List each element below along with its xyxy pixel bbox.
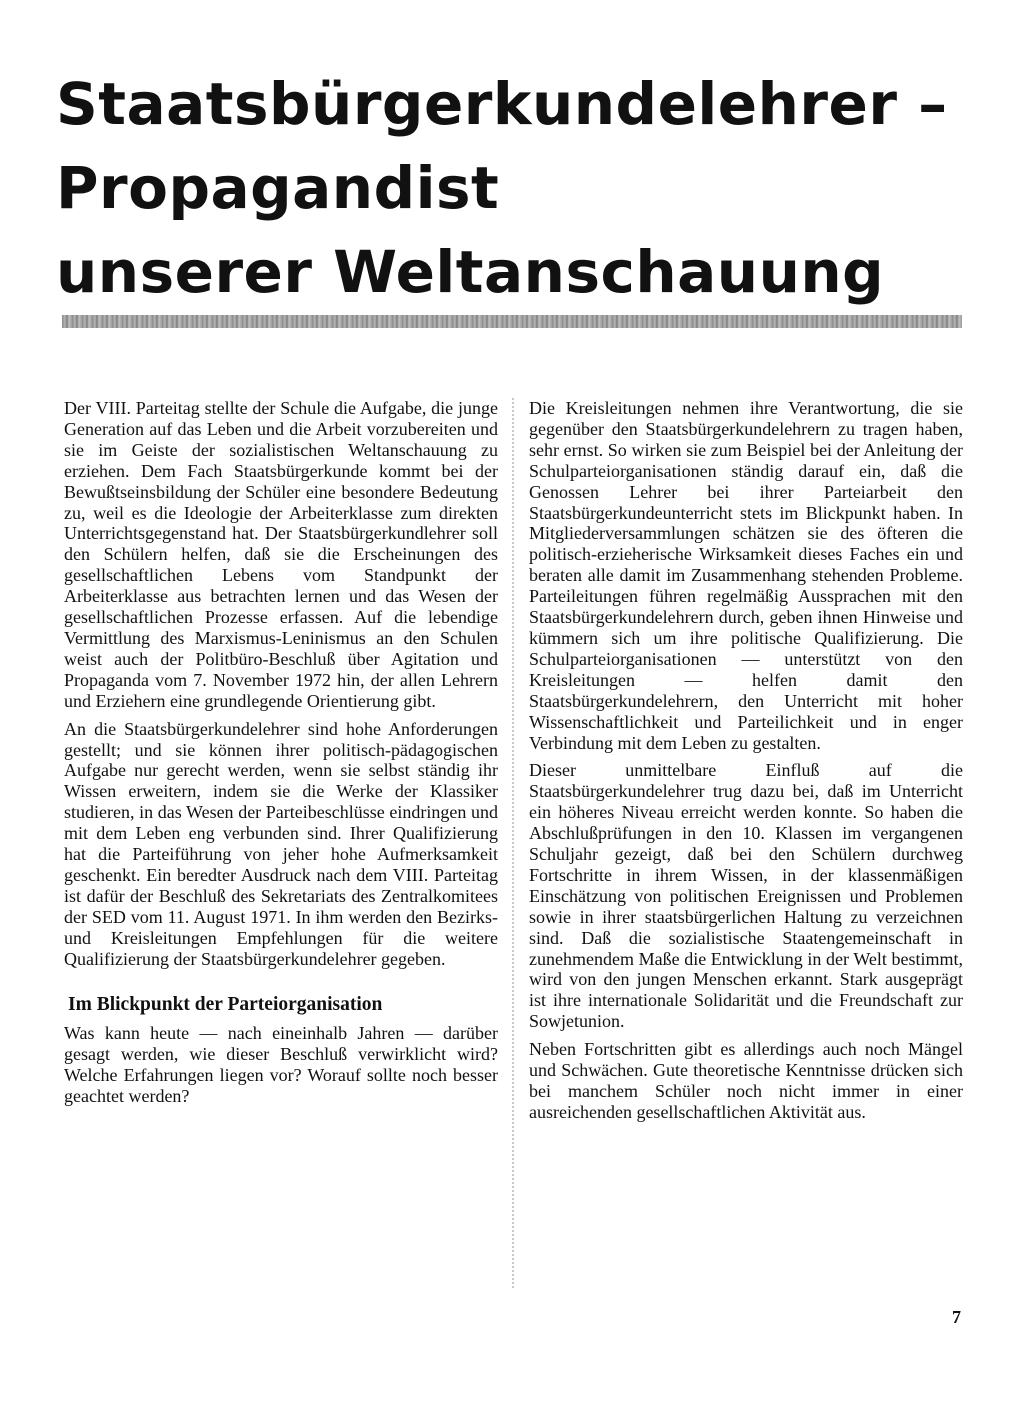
article-title-line-1: Staatsbürgerkundelehrer –	[56, 70, 948, 138]
article-title	[56, 62, 986, 314]
section-subheading: Im Blickpunkt der Parteiorganisation	[68, 994, 383, 1016]
left-paragraph-3: Was kann heute — nach eineinhalb Jahren — darüber gesagt werden, wie dieser Beschluß verwirklicht wird? Welche Erfahrungen liegen vor? Worauf sollte noch besser geachtet werden?	[64, 1023, 498, 1107]
column-divider	[512, 398, 514, 1288]
page-number: 7	[952, 1307, 961, 1327]
right-column	[529, 398, 963, 1130]
left-paragraph-1: Der VIII. Parteitag stellte der Schule die Aufgabe, die junge Generation auf das Leben und die Arbeit vorzubereiten und sie im Geiste der sozialistischen Weltanschauung zu erziehen. Dem Fach Staatsbürgerkunde kommt bei der Bewußtseinsbildung der Schüler eine besondere Bedeutung zu, weil es die Ideologie der Arbeiterklasse zum direkten Unterrichtsgegenstand hat. Der Staatsbürgerkundlehrer soll den Schülern helfen, daß sie die Erscheinungen des gesellschaftlichen Lebens vom Standpunkt der Arbeiterklasse aus betrachten lernen und das Wesen der gesellschaftlichen Prozesse erfassen. Auf die lebendige Vermittlung des Marxismus-Leninismus an den Schulen weist auch der Politbüro-Beschluß über Agitation und Propaganda vom 7. November 1972 hin, der allen Lehrern und Erziehern eine grundlegende Orientierung gibt.	[64, 398, 498, 711]
title-rule	[62, 315, 962, 328]
left-column	[64, 398, 498, 1114]
article-title-line-2: Propagandist	[56, 154, 500, 222]
article-title-line-3: unserer Weltanschauung	[56, 238, 885, 306]
right-paragraph-3: Neben Fortschritten gibt es allerdings auch noch Mängel und Schwächen. Gute theoretische Kenntnisse drücken sich bei manchem Schüler noch nicht immer in einer ausreichenden gesellschaftlichen Aktivität aus.	[529, 1039, 963, 1122]
right-paragraph-1: Die Kreisleitungen nehmen ihre Verantwortung, die sie gegenüber den Staatsbürgerkundelehrern zu tragen haben, sehr ernst. So wirken sie zum Beispiel bei der Anleitung der Schulparteiorganisationen ständig darauf ein, daß die Genossen Lehrer bei ihrer Parteiarbeit den Staatsbürgerkundeunterricht stets im Blickpunkt haben. In Mitgliederversammlungen schätzen sie des öfteren die politisch-erzieherische Wirksamkeit dieses Faches ein und beraten alle damit im Zusammenhang stehenden Probleme. Parteileitungen führen regelmäßig Aussprachen mit den Staatsbürgerkundelehrern durch, geben ihnen Hinweise und kümmern sich um ihre politische Qualifizierung. Die Schulparteiorganisationen — unterstützt von den Kreisleitungen — helfen damit den Staatsbürgerkundelehrern, den Unterricht mit hoher Wissenschaftlichkeit und Parteilichkeit und in enger Verbindung mit dem Leben zu gestalten.	[529, 398, 963, 753]
left-paragraph-2: An die Staatsbürgerkundelehrer sind hohe Anforderungen gestellt; und sie können ihrer politisch-pädagogischen Aufgabe nur gerecht werden, wenn sie selbst ständig ihr Wissen erweitern, indem sie die Werke der Klassiker studieren, in das Wesen der Parteibeschlüsse eindringen und mit dem Leben eng verbunden sind. Ihrer Qualifizierung hat die Parteiführung von jeher hohe Aufmerksamkeit geschenkt. Ein beredter Ausdruck nach dem VIII. Parteitag ist dafür der Beschluß des Sekretariats des Zentralkomitees der SED vom 11. August 1971. In ihm werden den Bezirks- und Kreisleitungen Empfehlungen für die weitere Qualifizierung der Staatsbürgerkundelehrer gegeben.	[64, 718, 498, 969]
right-paragraph-2: Dieser unmittelbare Einfluß auf die Staatsbürgerkundelehrer trug dazu bei, daß im Unterricht ein höheres Niveau erreicht werden konnte. So haben die Abschlußprüfungen in den 10. Klassen im vergangenen Schuljahr gezeigt, daß bei den Schülern durchweg Fortschritte in ihrem Wissen, in der klassenmäßigen Einschätzung von politischen Ereignissen und Problemen sowie in ihrer staatsbürgerlichen Haltung zu verzeichnen sind. Daß die sozialistische Staatengemeinschaft in zunehmendem Maße die Entwicklung in der Welt bestimmt, wird von den jungen Menschen erkannt. Stark ausgeprägt ist ihre internationale Solidarität und die Freundschaft zur Sowjetunion.	[529, 760, 963, 1032]
